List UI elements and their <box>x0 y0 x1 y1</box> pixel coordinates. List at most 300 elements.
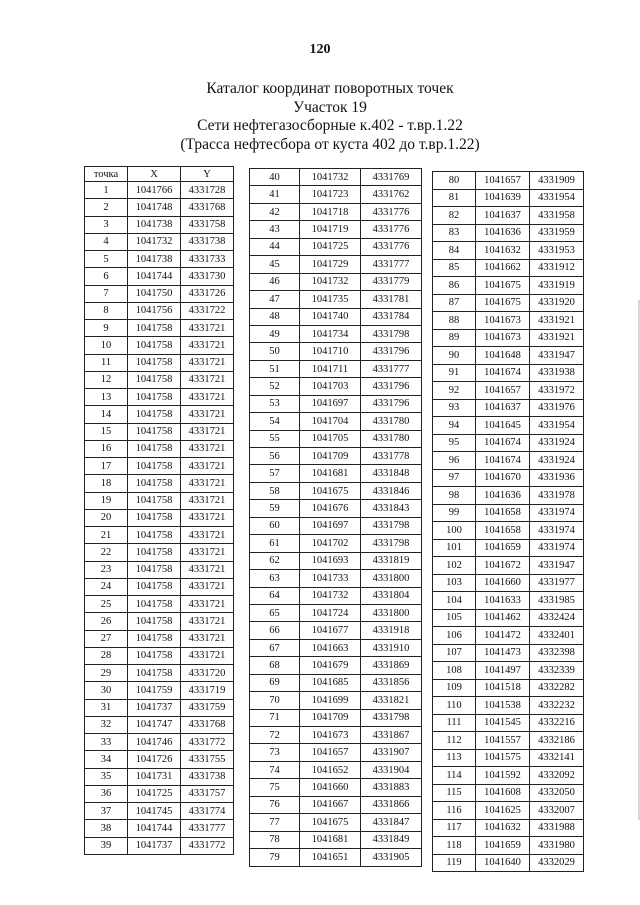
table-row <box>433 277 584 295</box>
x-coordinate-cell: 1041672 <box>476 557 530 575</box>
x-coordinate-cell: 1041608 <box>476 784 530 802</box>
table-row <box>85 371 234 388</box>
point-number-cell: 112 <box>433 732 476 750</box>
y-coordinate-cell: 4331721 <box>181 561 234 578</box>
x-coordinate-cell: 1041750 <box>128 285 181 302</box>
title-line-catalog: Каталог координат поворотных точек <box>206 80 454 97</box>
point-number-cell: 90 <box>433 347 476 365</box>
point-number-cell: 77 <box>250 814 300 831</box>
x-coordinate-cell: 1041636 <box>476 224 530 242</box>
point-number-cell: 106 <box>433 627 476 645</box>
point-number-cell: 1 <box>85 182 128 199</box>
y-coordinate-cell: 4331762 <box>361 186 422 203</box>
table-row <box>433 837 584 855</box>
point-number-cell: 76 <box>250 796 300 813</box>
y-coordinate-cell: 4331921 <box>530 329 584 347</box>
y-coordinate-cell: 4331924 <box>530 434 584 452</box>
x-coordinate-cell: 1041705 <box>300 430 361 447</box>
point-number-cell: 98 <box>433 487 476 505</box>
point-number-cell: 108 <box>433 662 476 680</box>
y-coordinate-cell: 4331978 <box>530 487 584 505</box>
y-coordinate-cell: 4331721 <box>181 475 234 492</box>
coordinates-table-3 <box>432 171 584 872</box>
x-coordinate-cell: 1041675 <box>476 294 530 312</box>
table-row <box>433 732 584 750</box>
y-coordinate-cell: 4331721 <box>181 440 234 457</box>
point-number-cell: 5 <box>85 251 128 268</box>
point-number-cell: 119 <box>433 854 476 872</box>
table-row <box>85 837 234 854</box>
point-number-cell: 66 <box>250 622 300 639</box>
x-coordinate-cell: 1041756 <box>128 302 181 319</box>
x-coordinate-cell: 1041472 <box>476 627 530 645</box>
table-row <box>250 744 422 761</box>
y-coordinate-cell: 4331757 <box>181 785 234 802</box>
point-number-cell: 78 <box>250 831 300 848</box>
point-number-cell: 107 <box>433 644 476 662</box>
table-row <box>85 199 234 216</box>
table-row <box>250 622 422 639</box>
point-number-cell: 28 <box>85 647 128 664</box>
point-number-cell: 100 <box>433 522 476 540</box>
y-coordinate-cell: 4331721 <box>181 337 234 354</box>
y-coordinate-cell: 4331719 <box>181 682 234 699</box>
y-coordinate-cell: 4332401 <box>530 627 584 645</box>
x-coordinate-cell: 1041633 <box>476 592 530 610</box>
table-row <box>433 294 584 312</box>
table-row <box>433 189 584 207</box>
table-row <box>433 644 584 662</box>
y-coordinate-cell: 4331974 <box>530 522 584 540</box>
table-row <box>85 630 234 647</box>
table-row <box>433 574 584 592</box>
point-number-cell: 41 <box>250 186 300 203</box>
y-coordinate-cell: 4331796 <box>361 395 422 412</box>
x-coordinate-cell: 1041676 <box>300 500 361 517</box>
y-coordinate-cell: 4331776 <box>361 203 422 220</box>
y-coordinate-cell: 4332282 <box>530 679 584 697</box>
table-row <box>250 552 422 569</box>
table-row <box>433 504 584 522</box>
coordinates-table-1 <box>84 166 234 855</box>
point-number-cell: 84 <box>433 242 476 260</box>
table-row <box>85 699 234 716</box>
table-row <box>250 378 422 395</box>
x-coordinate-cell: 1041699 <box>300 692 361 709</box>
x-coordinate-cell: 1041632 <box>476 242 530 260</box>
x-coordinate-cell: 1041758 <box>128 578 181 595</box>
x-coordinate-cell: 1041766 <box>128 182 181 199</box>
y-coordinate-cell: 4331721 <box>181 389 234 406</box>
table-row <box>250 692 422 709</box>
x-coordinate-cell: 1041651 <box>300 849 361 866</box>
point-number-cell: 19 <box>85 492 128 509</box>
table-row <box>250 465 422 482</box>
x-coordinate-cell: 1041732 <box>300 587 361 604</box>
x-coordinate-cell: 1041667 <box>300 796 361 813</box>
x-coordinate-cell: 1041758 <box>128 458 181 475</box>
table-row <box>250 831 422 848</box>
point-number-cell: 49 <box>250 325 300 342</box>
point-number-cell: 116 <box>433 802 476 820</box>
table-row <box>85 320 234 337</box>
title-line-route: (Трасса нефтесбора от куста 402 до т.вр.1.22) <box>180 135 480 153</box>
y-coordinate-cell: 4332050 <box>530 784 584 802</box>
point-number-cell: 111 <box>433 714 476 732</box>
table-row <box>85 803 234 820</box>
y-coordinate-cell: 4331977 <box>530 574 584 592</box>
table-row <box>250 517 422 534</box>
table-row <box>250 360 422 377</box>
table-row <box>85 406 234 423</box>
table-row <box>433 749 584 767</box>
x-coordinate-cell: 1041659 <box>476 837 530 855</box>
y-coordinate-cell: 4331726 <box>181 285 234 302</box>
x-coordinate-cell: 1041723 <box>300 186 361 203</box>
x-coordinate-cell: 1041758 <box>128 596 181 613</box>
y-coordinate-cell: 4331954 <box>530 417 584 435</box>
table-row <box>85 785 234 802</box>
x-coordinate-cell: 1041657 <box>476 172 530 190</box>
x-coordinate-cell: 1041685 <box>300 674 361 691</box>
x-coordinate-cell: 1041697 <box>300 395 361 412</box>
point-number-cell: 48 <box>250 308 300 325</box>
x-coordinate-cell: 1041758 <box>128 665 181 682</box>
point-number-cell: 118 <box>433 837 476 855</box>
x-coordinate-cell: 1041657 <box>300 744 361 761</box>
table-row <box>433 592 584 610</box>
y-coordinate-cell: 4331856 <box>361 674 422 691</box>
point-number-cell: 46 <box>250 273 300 290</box>
y-coordinate-cell: 4331796 <box>361 378 422 395</box>
point-number-cell: 110 <box>433 697 476 715</box>
y-coordinate-cell: 4332092 <box>530 767 584 785</box>
y-coordinate-cell: 4331721 <box>181 458 234 475</box>
y-coordinate-cell: 4331883 <box>361 779 422 796</box>
table-row <box>433 627 584 645</box>
point-number-cell: 42 <box>250 203 300 220</box>
x-coordinate-cell: 1041734 <box>300 325 361 342</box>
point-number-cell: 16 <box>85 440 128 457</box>
y-coordinate-cell: 4331721 <box>181 613 234 630</box>
y-coordinate-cell: 4331846 <box>361 482 422 499</box>
x-coordinate-cell: 1041652 <box>300 761 361 778</box>
y-coordinate-cell: 4331867 <box>361 727 422 744</box>
x-coordinate-cell: 1041497 <box>476 662 530 680</box>
y-coordinate-cell: 4331733 <box>181 251 234 268</box>
y-coordinate-cell: 4331804 <box>361 587 422 604</box>
point-number-cell: 57 <box>250 465 300 482</box>
y-coordinate-cell: 4331974 <box>530 504 584 522</box>
table-row <box>250 291 422 308</box>
table-row <box>85 423 234 440</box>
point-number-cell: 67 <box>250 639 300 656</box>
y-coordinate-cell: 4331721 <box>181 578 234 595</box>
column-header-point: точка <box>85 167 128 182</box>
table-row <box>433 487 584 505</box>
point-number-cell: 117 <box>433 819 476 837</box>
table-row <box>433 207 584 225</box>
y-coordinate-cell: 4331959 <box>530 224 584 242</box>
point-number-cell: 17 <box>85 458 128 475</box>
point-number-cell: 6 <box>85 268 128 285</box>
table-row <box>85 527 234 544</box>
table-row <box>250 169 422 186</box>
point-number-cell: 11 <box>85 354 128 371</box>
y-coordinate-cell: 4331738 <box>181 768 234 785</box>
point-number-cell: 32 <box>85 716 128 733</box>
table-row <box>250 430 422 447</box>
y-coordinate-cell: 4331777 <box>361 360 422 377</box>
coordinates-table-2 <box>249 168 422 867</box>
point-number-cell: 20 <box>85 509 128 526</box>
table-row <box>85 492 234 509</box>
x-coordinate-cell: 1041640 <box>476 854 530 872</box>
x-coordinate-cell: 1041592 <box>476 767 530 785</box>
page-number: 120 <box>309 42 331 57</box>
point-number-cell: 14 <box>85 406 128 423</box>
y-coordinate-cell: 4332424 <box>530 609 584 627</box>
y-coordinate-cell: 4331774 <box>181 803 234 820</box>
table-row <box>250 238 422 255</box>
x-coordinate-cell: 1041758 <box>128 647 181 664</box>
x-coordinate-cell: 1041657 <box>476 382 530 400</box>
y-coordinate-cell: 4331777 <box>361 256 422 273</box>
point-number-cell: 3 <box>85 216 128 233</box>
table-row <box>433 802 584 820</box>
point-number-cell: 62 <box>250 552 300 569</box>
x-coordinate-cell: 1041733 <box>300 570 361 587</box>
point-number-cell: 35 <box>85 768 128 785</box>
y-coordinate-cell: 4331912 <box>530 259 584 277</box>
y-coordinate-cell: 4331954 <box>530 189 584 207</box>
table-row <box>250 413 422 430</box>
y-coordinate-cell: 4331869 <box>361 657 422 674</box>
x-coordinate-cell: 1041710 <box>300 343 361 360</box>
table-row <box>250 203 422 220</box>
point-number-cell: 18 <box>85 475 128 492</box>
x-coordinate-cell: 1041758 <box>128 406 181 423</box>
table-row <box>250 570 422 587</box>
point-number-cell: 12 <box>85 371 128 388</box>
point-number-cell: 4 <box>85 233 128 250</box>
x-coordinate-cell: 1041538 <box>476 697 530 715</box>
x-coordinate-cell: 1041625 <box>476 802 530 820</box>
table-row <box>85 302 234 319</box>
x-coordinate-cell: 1041473 <box>476 644 530 662</box>
x-coordinate-cell: 1041557 <box>476 732 530 750</box>
y-coordinate-cell: 4331847 <box>361 814 422 831</box>
y-coordinate-cell: 4331722 <box>181 302 234 319</box>
y-coordinate-cell: 4332339 <box>530 662 584 680</box>
x-coordinate-cell: 1041659 <box>476 539 530 557</box>
x-coordinate-cell: 1041744 <box>128 268 181 285</box>
point-number-cell: 68 <box>250 657 300 674</box>
table-row <box>85 578 234 595</box>
x-coordinate-cell: 1041462 <box>476 609 530 627</box>
point-number-cell: 21 <box>85 527 128 544</box>
point-number-cell: 72 <box>250 727 300 744</box>
table-row <box>250 779 422 796</box>
y-coordinate-cell: 4331721 <box>181 596 234 613</box>
point-number-cell: 2 <box>85 199 128 216</box>
point-number-cell: 80 <box>433 172 476 190</box>
table-row <box>250 796 422 813</box>
x-coordinate-cell: 1041637 <box>476 207 530 225</box>
x-coordinate-cell: 1041745 <box>128 803 181 820</box>
point-number-cell: 31 <box>85 699 128 716</box>
point-number-cell: 51 <box>250 360 300 377</box>
table-row <box>433 469 584 487</box>
table-row <box>250 587 422 604</box>
table-row <box>85 734 234 751</box>
x-coordinate-cell: 1041758 <box>128 561 181 578</box>
table-row <box>250 343 422 360</box>
y-coordinate-cell: 4331721 <box>181 354 234 371</box>
table-row <box>250 325 422 342</box>
x-coordinate-cell: 1041673 <box>476 329 530 347</box>
x-coordinate-cell: 1041693 <box>300 552 361 569</box>
x-coordinate-cell: 1041648 <box>476 347 530 365</box>
document-title <box>0 80 640 154</box>
y-coordinate-cell: 4331921 <box>530 312 584 330</box>
table-row <box>433 714 584 732</box>
y-coordinate-cell: 4331780 <box>361 413 422 430</box>
y-coordinate-cell: 4331721 <box>181 527 234 544</box>
x-coordinate-cell: 1041725 <box>300 238 361 255</box>
x-coordinate-cell: 1041732 <box>128 233 181 250</box>
y-coordinate-cell: 4331904 <box>361 761 422 778</box>
x-coordinate-cell: 1041758 <box>128 371 181 388</box>
y-coordinate-cell: 4331919 <box>530 277 584 295</box>
y-coordinate-cell: 4331759 <box>181 699 234 716</box>
x-coordinate-cell: 1041575 <box>476 749 530 767</box>
x-coordinate-cell: 1041658 <box>476 504 530 522</box>
x-coordinate-cell: 1041758 <box>128 475 181 492</box>
x-coordinate-cell: 1041681 <box>300 831 361 848</box>
y-coordinate-cell: 4331798 <box>361 517 422 534</box>
y-coordinate-cell: 4331784 <box>361 308 422 325</box>
table-row <box>250 395 422 412</box>
y-coordinate-cell: 4331800 <box>361 570 422 587</box>
table-row <box>85 458 234 475</box>
point-number-cell: 23 <box>85 561 128 578</box>
table-row <box>85 216 234 233</box>
y-coordinate-cell: 4331728 <box>181 182 234 199</box>
point-number-cell: 70 <box>250 692 300 709</box>
point-number-cell: 38 <box>85 820 128 837</box>
x-coordinate-cell: 1041758 <box>128 320 181 337</box>
point-number-cell: 103 <box>433 574 476 592</box>
point-number-cell: 102 <box>433 557 476 575</box>
x-coordinate-cell: 1041674 <box>476 364 530 382</box>
x-coordinate-cell: 1041677 <box>300 622 361 639</box>
x-coordinate-cell: 1041737 <box>128 699 181 716</box>
y-coordinate-cell: 4332029 <box>530 854 584 872</box>
point-number-cell: 40 <box>250 169 300 186</box>
table-row <box>433 417 584 435</box>
table-row <box>85 544 234 561</box>
title-line-network: Сети нефтегазосборные к.402 - т.вр.1.22 <box>197 117 463 134</box>
point-number-cell: 109 <box>433 679 476 697</box>
table-row <box>85 751 234 768</box>
point-number-cell: 82 <box>433 207 476 225</box>
x-coordinate-cell: 1041703 <box>300 378 361 395</box>
x-coordinate-cell: 1041709 <box>300 448 361 465</box>
table-row <box>85 389 234 406</box>
x-coordinate-cell: 1041674 <box>476 452 530 470</box>
x-coordinate-cell: 1041726 <box>128 751 181 768</box>
x-coordinate-cell: 1041660 <box>476 574 530 592</box>
point-number-cell: 85 <box>433 259 476 277</box>
x-coordinate-cell: 1041758 <box>128 354 181 371</box>
point-number-cell: 97 <box>433 469 476 487</box>
table-row <box>250 221 422 238</box>
y-coordinate-cell: 4331985 <box>530 592 584 610</box>
table-row <box>250 604 422 621</box>
x-coordinate-cell: 1041732 <box>300 169 361 186</box>
y-coordinate-cell: 4331781 <box>361 291 422 308</box>
y-coordinate-cell: 4331777 <box>181 820 234 837</box>
y-coordinate-cell: 4331819 <box>361 552 422 569</box>
point-number-cell: 37 <box>85 803 128 820</box>
y-coordinate-cell: 4331772 <box>181 734 234 751</box>
point-number-cell: 7 <box>85 285 128 302</box>
y-coordinate-cell: 4331849 <box>361 831 422 848</box>
table-row <box>433 312 584 330</box>
x-coordinate-cell: 1041697 <box>300 517 361 534</box>
table-row <box>85 613 234 630</box>
table-row <box>85 354 234 371</box>
x-coordinate-cell: 1041758 <box>128 440 181 457</box>
y-coordinate-cell: 4331721 <box>181 544 234 561</box>
table-row <box>433 609 584 627</box>
y-coordinate-cell: 4331768 <box>181 199 234 216</box>
table-row <box>433 364 584 382</box>
table-row <box>250 256 422 273</box>
table-row <box>433 259 584 277</box>
point-number-cell: 58 <box>250 482 300 499</box>
point-number-cell: 86 <box>433 277 476 295</box>
point-number-cell: 99 <box>433 504 476 522</box>
x-coordinate-cell: 1041758 <box>128 527 181 544</box>
point-number-cell: 115 <box>433 784 476 802</box>
point-number-cell: 114 <box>433 767 476 785</box>
x-coordinate-cell: 1041729 <box>300 256 361 273</box>
y-coordinate-cell: 4331738 <box>181 233 234 250</box>
table-row <box>433 819 584 837</box>
y-coordinate-cell: 4331768 <box>181 716 234 733</box>
table-row <box>433 347 584 365</box>
y-coordinate-cell: 4331721 <box>181 406 234 423</box>
y-coordinate-cell: 4331920 <box>530 294 584 312</box>
x-coordinate-cell: 1041709 <box>300 709 361 726</box>
point-number-cell: 27 <box>85 630 128 647</box>
x-coordinate-cell: 1041518 <box>476 679 530 697</box>
x-coordinate-cell: 1041719 <box>300 221 361 238</box>
y-coordinate-cell: 4331821 <box>361 692 422 709</box>
point-number-cell: 87 <box>433 294 476 312</box>
y-coordinate-cell: 4332216 <box>530 714 584 732</box>
y-coordinate-cell: 4331958 <box>530 207 584 225</box>
point-number-cell: 65 <box>250 604 300 621</box>
point-number-cell: 88 <box>433 312 476 330</box>
point-number-cell: 25 <box>85 596 128 613</box>
table-row <box>433 452 584 470</box>
y-coordinate-cell: 4331936 <box>530 469 584 487</box>
x-coordinate-cell: 1041738 <box>128 216 181 233</box>
table-row <box>250 448 422 465</box>
